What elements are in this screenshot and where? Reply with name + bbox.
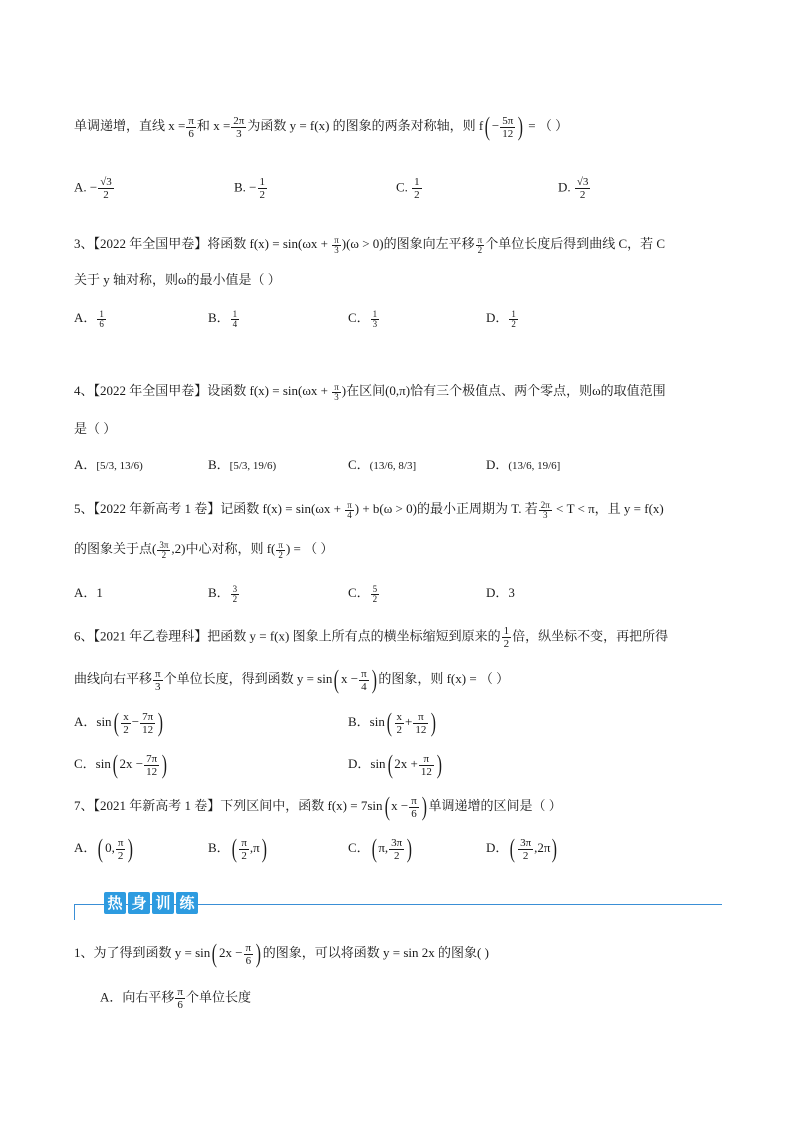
banner-tick (74, 904, 75, 920)
w1-line1: 1、为了得到函数 y = sin( 2x − $\frac{\pi}{6}$ ) 的图象，可以将函数 y = sin 2x 的图象( ) (74, 939, 489, 968)
q5-line2: 的图象关于点( $\frac{3\pi}{2}$ ,2)中心对称，则 f( $\frac{\pi}{2}$ ) = （ ） (74, 539, 334, 560)
q3-option-b[interactable]: B． $\frac{1}{4}$ (208, 308, 238, 329)
q6-option-c[interactable]: C．sin( 2x − $\frac{7\pi}{12}$ ) (74, 750, 168, 779)
banner-char: 身 (128, 892, 150, 914)
q4-option-a[interactable]: A．[5/3, 13/6) (74, 457, 143, 472)
q6-option-b[interactable]: B．sin( $\frac{x}{2}$ + $\frac{\pi}{12}$ ) (348, 708, 437, 737)
q4-option-b[interactable]: B．[5/3, 19/6) (208, 457, 277, 472)
q3-line1: 3、【2022 年全国甲卷】将函数 f(x) = sin(ωx + $\frac{\pi}{3}$ )(ω > 0)的图象向左平移 $\frac{\pi}{2}$ 个单位长度后得到曲线 C，若 C (74, 234, 666, 255)
q4-line2: 是（ ） (74, 421, 117, 436)
text: 单调递增，直线 (74, 117, 169, 133)
q4-option-d[interactable]: D．(13/6, 19/6] (486, 457, 561, 472)
q6-option-d[interactable]: D．sin( 2x + $\frac{\pi}{12}$ ) (348, 750, 442, 779)
fraction: $\frac{5\pi}{12}$ (502, 114, 514, 140)
q3-option-a[interactable]: A． $\frac{1}{6}$ (74, 308, 104, 329)
q5-option-b[interactable]: B． $\frac{3}{2}$ (208, 583, 238, 604)
w1-option-a[interactable]: A．向右平移 $\frac{\pi}{6}$ 个单位长度 (100, 986, 251, 1011)
q4-line1: 4、【2022 年全国甲卷】设函数 f(x) = sin(ωx + $\frac{\pi}{3}$ )在区间(0,π)恰有三个极值点、两个零点，则ω的取值范围 (74, 381, 666, 402)
q7-option-c[interactable]: C．( π, $\frac{3\pi}{2}$ ) (348, 834, 413, 863)
q7-option-d[interactable]: D．( $\frac{3\pi}{2}$ ,2π) (486, 834, 558, 863)
option-a[interactable]: A. − $\frac{√3}{2}$ (74, 176, 112, 201)
option-b[interactable]: B. − $\frac{1}{2}$ (234, 176, 266, 201)
q4-option-c[interactable]: C．(13/6, 8/3] (348, 457, 417, 472)
q5-line1: 5、【2022 年新高考 1 卷】记函数 f(x) = sin(ωx + $\frac{\pi}{4}$ ) + b(ω > 0)的最小正周期为 T. 若 $\frac{2\pi}{3}$ < T < π，且 y = f(x) (74, 499, 664, 520)
section-banner (74, 890, 722, 920)
math: x = (168, 117, 186, 133)
banner-title (98, 890, 206, 916)
q6-option-a[interactable]: A．sin( $\frac{x}{2}$ − $\frac{7\pi}{12}$ ) (74, 708, 164, 737)
fraction: $\frac{2\pi}{3}$ (233, 114, 245, 140)
q7-option-b[interactable]: B．( $\frac{\pi}{2}$ ,π) (208, 834, 267, 863)
banner-char: 训 (152, 892, 174, 914)
q6-line1: 6、【2021 年乙卷理科】把函数 y = f(x) 图象上所有点的横坐标缩短到原来的 $\frac{1}{2}$ 倍，纵坐标不变，再把所得 (74, 625, 669, 650)
math: x = (213, 117, 231, 133)
text: = （ ） (525, 117, 569, 133)
banner-char: 热 (104, 892, 126, 914)
fraction: $\frac{\pi}{6}$ (188, 114, 194, 140)
q3-line2: 关于 y 轴对称，则ω的最小值是（ ） (74, 272, 281, 287)
q5-option-a[interactable]: A．1 (74, 585, 103, 600)
prev-question-line: 单调递增，直线 x = $\frac{\pi}{6}$ 和 x = $\frac{2\pi}{3}$ 为函数 y = f(x) 的图象的两条对称轴，则 f( − $\frac{5\pi}{12}$ ) = （ ） (74, 112, 569, 141)
q3-option-d[interactable]: D． $\frac{1}{2}$ (486, 308, 516, 329)
q5-option-d[interactable]: D．3 (486, 585, 515, 600)
q7-line1: 7、【2021 年新高考 1 卷】下列区间中，函数 f(x) = 7sin( x − $\frac{\pi}{6}$ ) 单调递增的区间是（ ） (74, 792, 562, 821)
option-c[interactable]: C. $\frac{1}{2}$ (396, 176, 420, 201)
text: 为函数 y = f(x) 的图象的两条对称轴，则 f (247, 117, 484, 133)
text: 和 (196, 117, 214, 133)
q5-option-c[interactable]: C． $\frac{5}{2}$ (348, 583, 378, 604)
q3-option-c[interactable]: C． $\frac{1}{3}$ (348, 308, 378, 329)
option-d[interactable]: D. $\frac{√3}{2}$ (558, 176, 589, 201)
q6-line2: 曲线向右平移 $\frac{\pi}{3}$ 个单位长度，得到函数 y = sin( x − $\frac{\pi}{4}$ ) 的图象，则 f(x) = （ ） (74, 665, 510, 694)
banner-char: 练 (176, 892, 198, 914)
q7-option-a[interactable]: A．( 0, $\frac{\pi}{2}$ ) (74, 834, 134, 863)
